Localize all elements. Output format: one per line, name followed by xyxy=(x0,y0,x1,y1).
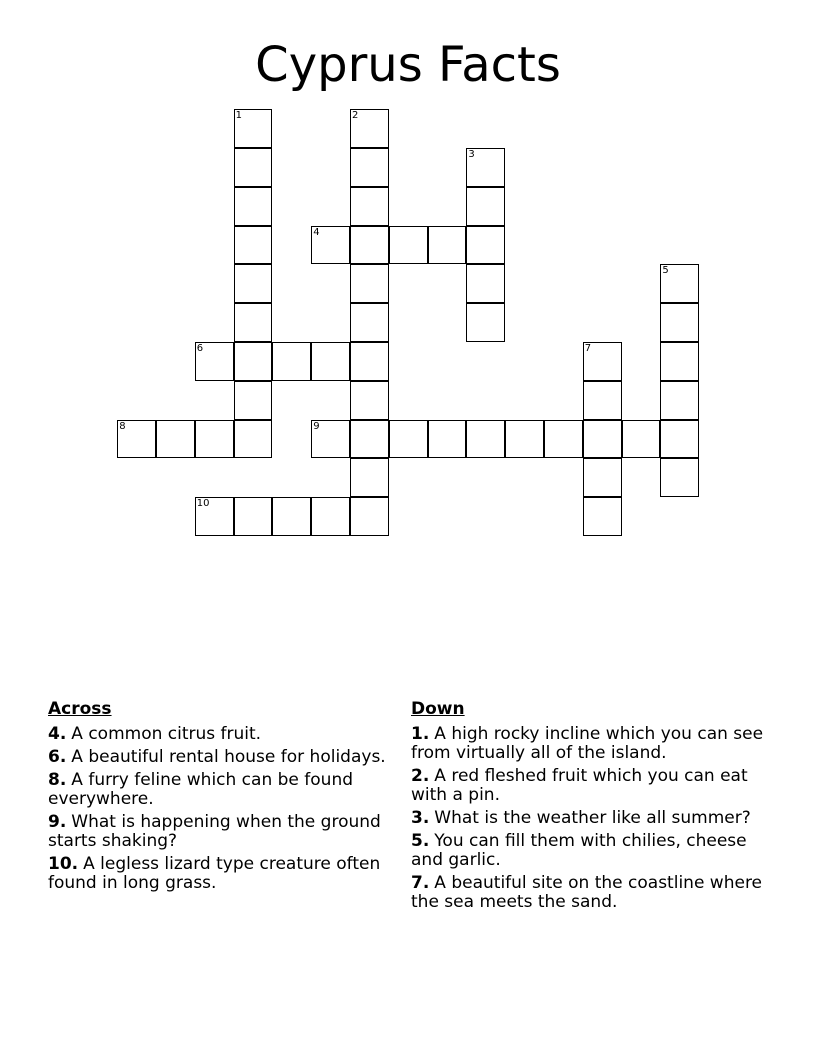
across-heading: Across xyxy=(48,699,112,719)
clue-number: 10. xyxy=(48,854,79,874)
grid-cell[interactable] xyxy=(428,226,467,265)
clue-down-1 xyxy=(411,725,781,763)
down-heading: Down xyxy=(411,699,465,719)
clue-across-6 xyxy=(48,748,388,767)
grid-cell[interactable] xyxy=(660,420,699,459)
grid-cell[interactable] xyxy=(660,342,699,381)
clue-text: A furry feline which can be found everywhere. xyxy=(48,770,354,809)
clue-text: A beautiful site on the coastline where the sea meets the sand. xyxy=(411,873,763,912)
grid-cell[interactable] xyxy=(350,497,389,536)
grid-cell[interactable] xyxy=(350,187,389,226)
grid-cell[interactable] xyxy=(583,381,622,420)
grid-cell[interactable] xyxy=(389,226,428,265)
grid-cell[interactable] xyxy=(311,497,350,536)
across-clues xyxy=(48,700,388,897)
grid-cell[interactable] xyxy=(622,420,661,459)
clue-across-9 xyxy=(48,813,388,851)
grid-cell[interactable] xyxy=(583,342,622,381)
clue-number: 4. xyxy=(48,724,67,744)
clue-across-10 xyxy=(48,855,388,893)
grid-cell[interactable] xyxy=(234,264,273,303)
grid-cell[interactable] xyxy=(234,342,273,381)
grid-cell[interactable] xyxy=(350,226,389,265)
grid-cell[interactable] xyxy=(583,497,622,536)
clue-across-8 xyxy=(48,771,388,809)
grid-cell[interactable] xyxy=(156,420,195,459)
grid-cell[interactable] xyxy=(544,420,583,459)
down-clues xyxy=(411,700,781,916)
cell-number: 2 xyxy=(352,110,359,122)
clue-text: You can fill them with chilies, cheese and garlic. xyxy=(411,831,747,870)
grid-cell[interactable] xyxy=(117,420,156,459)
clue-text: A beautiful rental house for holidays. xyxy=(71,747,386,767)
grid-cell[interactable] xyxy=(272,342,311,381)
grid-cell[interactable] xyxy=(234,303,273,342)
page-title: Cyprus Facts xyxy=(255,37,561,93)
cell-number: 6 xyxy=(196,343,204,354)
grid-cell[interactable] xyxy=(350,303,389,342)
grid-cell[interactable] xyxy=(660,303,699,342)
clue-down-2 xyxy=(411,767,781,805)
clue-text: A common citrus fruit. xyxy=(71,724,262,744)
grid-cell[interactable] xyxy=(466,420,505,459)
grid-cell[interactable] xyxy=(234,381,273,420)
cell-number: 5 xyxy=(662,265,669,277)
grid-cell[interactable] xyxy=(389,420,428,459)
grid-cell[interactable] xyxy=(311,226,350,265)
clue-down-5 xyxy=(411,832,781,870)
clue-number: 7. xyxy=(411,873,430,893)
grid-cell[interactable] xyxy=(350,264,389,303)
clue-number: 8. xyxy=(48,770,67,790)
grid-cell[interactable] xyxy=(195,420,234,459)
grid-cell[interactable] xyxy=(466,148,505,187)
cell-number: 3 xyxy=(468,149,475,160)
clue-number: 3. xyxy=(411,808,430,828)
grid-cell[interactable] xyxy=(466,264,505,303)
grid-cell[interactable] xyxy=(195,497,234,536)
clue-down-3 xyxy=(411,809,781,828)
clue-number: 5. xyxy=(411,831,430,851)
grid-cell[interactable] xyxy=(311,420,350,459)
clue-number: 9. xyxy=(48,812,67,832)
clue-number: 2. xyxy=(411,766,430,786)
clue-across-4 xyxy=(48,725,388,744)
grid-cell[interactable] xyxy=(350,148,389,187)
grid-cell[interactable] xyxy=(660,458,699,497)
grid-cell[interactable] xyxy=(234,148,273,187)
grid-cell[interactable] xyxy=(505,420,544,459)
cell-number: 1 xyxy=(235,110,242,122)
grid-cell[interactable] xyxy=(583,458,622,497)
grid-cell[interactable] xyxy=(660,381,699,420)
grid-cell[interactable] xyxy=(234,497,273,536)
grid-cell[interactable] xyxy=(428,420,467,459)
grid-cell[interactable] xyxy=(660,264,699,303)
grid-cell[interactable] xyxy=(234,420,273,459)
cell-number: 9 xyxy=(313,420,320,432)
grid-cell[interactable] xyxy=(350,381,389,420)
grid-cell[interactable] xyxy=(272,497,311,536)
grid-cell[interactable] xyxy=(466,187,505,226)
clue-text: What is happening when the ground starts shaking? xyxy=(48,812,381,851)
cell-number: 4 xyxy=(313,226,320,238)
grid-cell[interactable] xyxy=(350,420,389,459)
grid-cell[interactable] xyxy=(234,109,273,148)
grid-cell[interactable] xyxy=(195,342,234,381)
clue-text: A legless lizard type creature often found in long grass. xyxy=(48,854,381,893)
clue-number: 1. xyxy=(411,724,430,744)
grid-cell[interactable] xyxy=(234,187,273,226)
clue-down-7 xyxy=(411,874,781,912)
grid-cell[interactable] xyxy=(583,420,622,459)
clue-text: A high rocky incline which you can see from virtually all of the island. xyxy=(411,724,764,763)
grid-cell[interactable] xyxy=(466,303,505,342)
grid-cell[interactable] xyxy=(311,342,350,381)
clue-text: What is the weather like all summer? xyxy=(434,808,751,828)
clue-text: A red fleshed fruit which you can eat with a pin. xyxy=(411,766,748,805)
grid-cell[interactable] xyxy=(350,109,389,148)
clue-number: 6. xyxy=(48,747,67,767)
cell-number: 7 xyxy=(584,343,592,354)
grid-cell[interactable] xyxy=(234,226,273,265)
cell-number: 10 xyxy=(196,498,210,510)
grid-cell[interactable] xyxy=(350,458,389,497)
grid-cell[interactable] xyxy=(466,226,505,265)
grid-cell[interactable] xyxy=(350,342,389,381)
cell-number: 8 xyxy=(119,420,126,432)
